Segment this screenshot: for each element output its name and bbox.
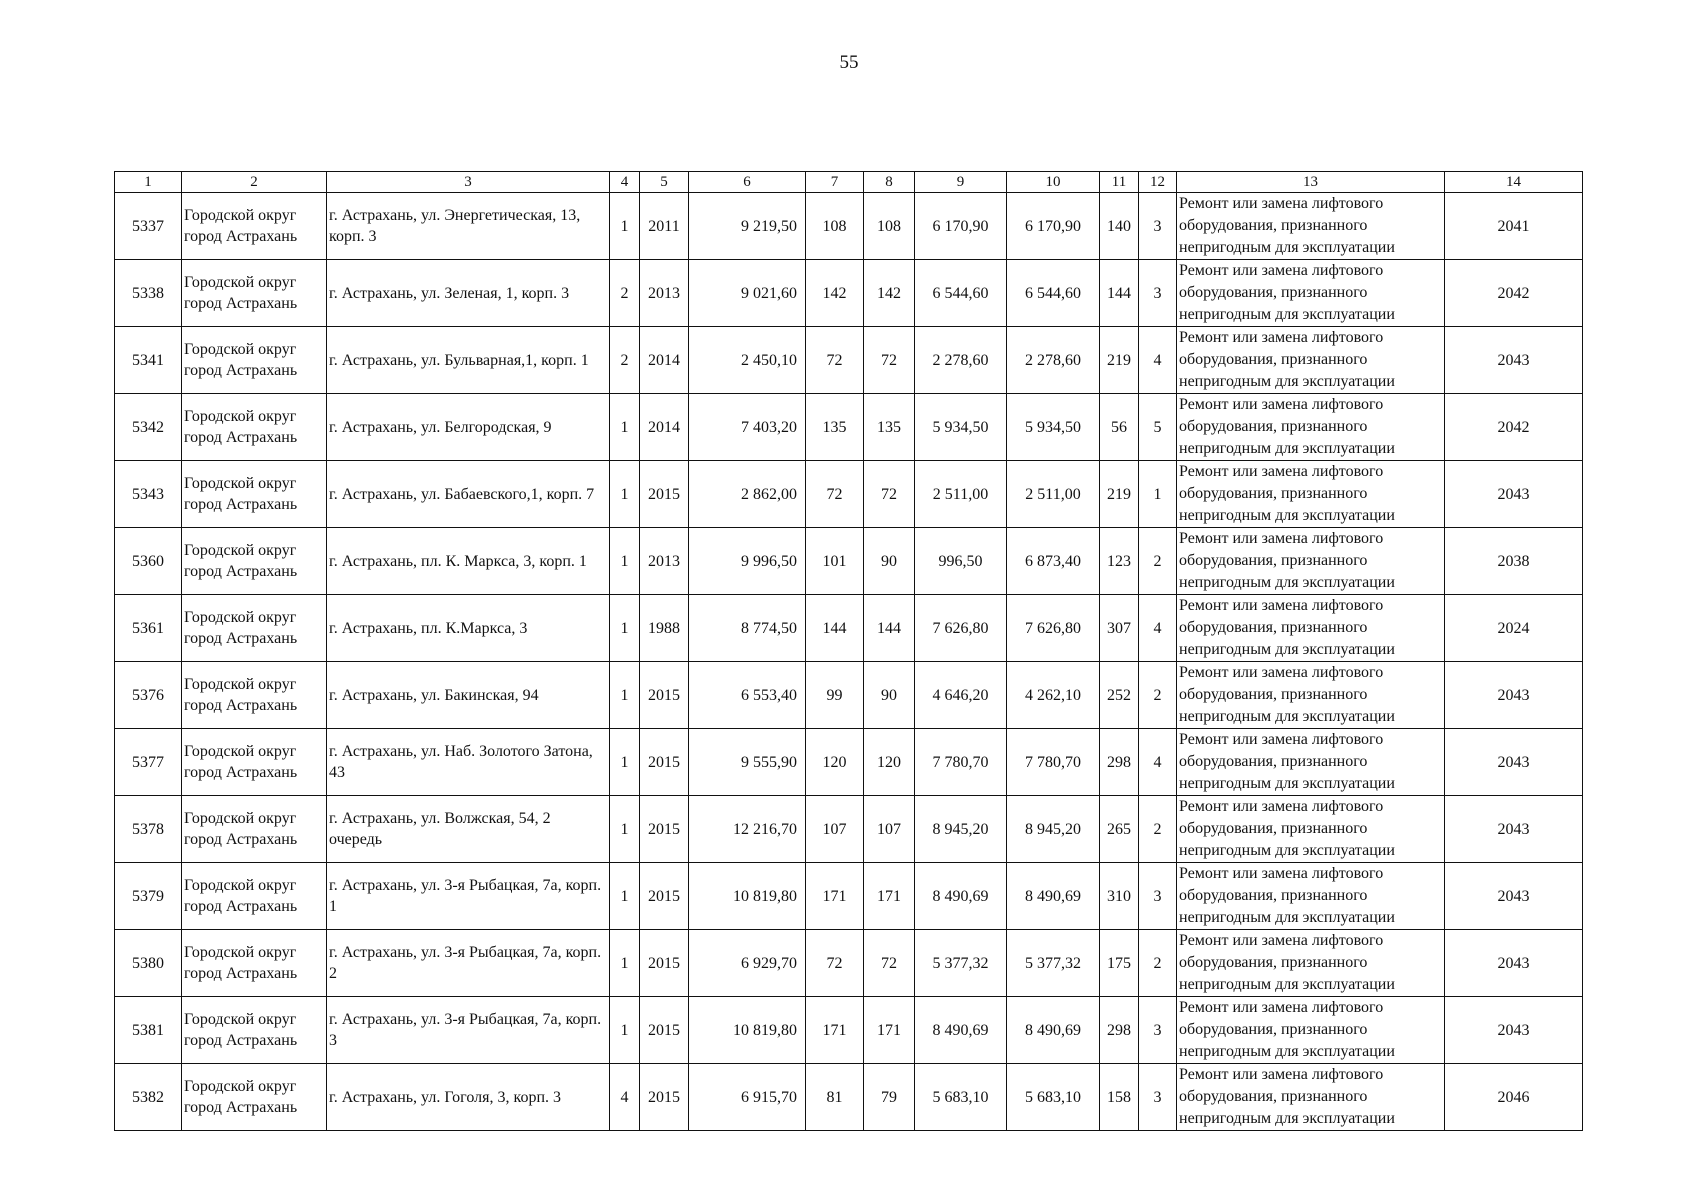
cell-address: г. Астрахань, ул. Наб. Золотого Затона, 43 — [327, 729, 610, 796]
cell-col6: 9 219,50 — [689, 193, 806, 260]
table-row — [115, 662, 1583, 729]
cell-col4: 2 — [610, 327, 640, 394]
cell-municipality: Городской округ город Астрахань — [182, 997, 327, 1064]
cell-col8: 135 — [864, 394, 915, 461]
cell-col12: 4 — [1139, 327, 1177, 394]
cell-work: Ремонт или замена лифтового оборудования, признанного непригодным для эксплуатации — [1177, 260, 1445, 327]
cell-col12: 5 — [1139, 394, 1177, 461]
cell-col9: 4 646,20 — [915, 662, 1007, 729]
cell-year: 2014 — [640, 327, 689, 394]
cell-col12: 4 — [1139, 595, 1177, 662]
cell-id: 5360 — [115, 528, 182, 595]
cell-col12: 1 — [1139, 461, 1177, 528]
cell-col7: 72 — [806, 930, 864, 997]
cell-col11: 307 — [1100, 595, 1139, 662]
cell-plan-year: 2043 — [1445, 997, 1583, 1064]
cell-municipality: Городской округ город Астрахань — [182, 595, 327, 662]
cell-address: г. Астрахань, ул. 3-я Рыбацкая, 7а, корп. 2 — [327, 930, 610, 997]
cell-address: г. Астрахань, ул. Волжская, 54, 2 очередь — [327, 796, 610, 863]
cell-col12: 2 — [1139, 796, 1177, 863]
cell-col10: 5 934,50 — [1007, 394, 1100, 461]
column-header-7: 7 — [806, 172, 864, 193]
cell-work: Ремонт или замена лифтового оборудования, признанного непригодным для эксплуатации — [1177, 997, 1445, 1064]
cell-col10: 6 170,90 — [1007, 193, 1100, 260]
cell-municipality: Городской округ город Астрахань — [182, 193, 327, 260]
cell-plan-year: 2043 — [1445, 662, 1583, 729]
cell-col9: 5 377,32 — [915, 930, 1007, 997]
cell-col10: 6 544,60 — [1007, 260, 1100, 327]
column-header-10: 10 — [1007, 172, 1100, 193]
cell-col10: 8 490,69 — [1007, 863, 1100, 930]
cell-col7: 101 — [806, 528, 864, 595]
cell-col9: 8 490,69 — [915, 997, 1007, 1064]
cell-work: Ремонт или замена лифтового оборудования, признанного непригодным для эксплуатации — [1177, 595, 1445, 662]
cell-col9: 7 780,70 — [915, 729, 1007, 796]
cell-col8: 72 — [864, 461, 915, 528]
cell-col8: 107 — [864, 796, 915, 863]
cell-col9: 5 683,10 — [915, 1064, 1007, 1131]
cell-col8: 90 — [864, 528, 915, 595]
cell-col10: 2 278,60 — [1007, 327, 1100, 394]
cell-col8: 171 — [864, 997, 915, 1064]
cell-col12: 2 — [1139, 662, 1177, 729]
cell-col11: 140 — [1100, 193, 1139, 260]
cell-address: г. Астрахань, пл. К.Маркса, 3 — [327, 595, 610, 662]
cell-col12: 3 — [1139, 193, 1177, 260]
cell-col11: 56 — [1100, 394, 1139, 461]
cell-col6: 6 929,70 — [689, 930, 806, 997]
cell-col7: 108 — [806, 193, 864, 260]
cell-id: 5342 — [115, 394, 182, 461]
cell-work: Ремонт или замена лифтового оборудования, признанного непригодным для эксплуатации — [1177, 796, 1445, 863]
cell-col10: 8 490,69 — [1007, 997, 1100, 1064]
table-row — [115, 193, 1583, 260]
cell-col8: 90 — [864, 662, 915, 729]
cell-col8: 72 — [864, 327, 915, 394]
cell-id: 5343 — [115, 461, 182, 528]
cell-col4: 1 — [610, 662, 640, 729]
cell-col10: 7 780,70 — [1007, 729, 1100, 796]
cell-col7: 99 — [806, 662, 864, 729]
cell-plan-year: 2041 — [1445, 193, 1583, 260]
column-header-14: 14 — [1445, 172, 1583, 193]
cell-year: 2015 — [640, 997, 689, 1064]
cell-col8: 108 — [864, 193, 915, 260]
cell-id: 5381 — [115, 997, 182, 1064]
cell-col6: 8 774,50 — [689, 595, 806, 662]
cell-year: 2013 — [640, 260, 689, 327]
cell-year: 2015 — [640, 930, 689, 997]
cell-id: 5380 — [115, 930, 182, 997]
cell-col8: 72 — [864, 930, 915, 997]
cell-id: 5341 — [115, 327, 182, 394]
table-row — [115, 729, 1583, 796]
cell-address: г. Астрахань, ул. Бульварная,1, корп. 1 — [327, 327, 610, 394]
cell-municipality: Городской округ город Астрахань — [182, 930, 327, 997]
cell-col4: 1 — [610, 193, 640, 260]
cell-year: 2015 — [640, 796, 689, 863]
cell-plan-year: 2042 — [1445, 394, 1583, 461]
cell-col12: 3 — [1139, 1064, 1177, 1131]
cell-col12: 3 — [1139, 260, 1177, 327]
cell-col7: 72 — [806, 327, 864, 394]
cell-col4: 4 — [610, 1064, 640, 1131]
cell-work: Ремонт или замена лифтового оборудования, признанного непригодным для эксплуатации — [1177, 1064, 1445, 1131]
cell-col6: 10 819,80 — [689, 863, 806, 930]
cell-work: Ремонт или замена лифтового оборудования, признанного непригодным для эксплуатации — [1177, 461, 1445, 528]
cell-col6: 9 555,90 — [689, 729, 806, 796]
cell-address: г. Астрахань, ул. Белгородская, 9 — [327, 394, 610, 461]
cell-col10: 6 873,40 — [1007, 528, 1100, 595]
cell-col6: 9 996,50 — [689, 528, 806, 595]
cell-col6: 9 021,60 — [689, 260, 806, 327]
cell-col12: 2 — [1139, 528, 1177, 595]
cell-year: 2015 — [640, 461, 689, 528]
cell-col7: 120 — [806, 729, 864, 796]
table-row — [115, 260, 1583, 327]
cell-col7: 171 — [806, 863, 864, 930]
cell-municipality: Городской округ город Астрахань — [182, 327, 327, 394]
cell-id: 5378 — [115, 796, 182, 863]
cell-work: Ремонт или замена лифтового оборудования, признанного непригодным для эксплуатации — [1177, 394, 1445, 461]
cell-address: г. Астрахань, ул. Бакинская, 94 — [327, 662, 610, 729]
cell-col11: 175 — [1100, 930, 1139, 997]
cell-id: 5337 — [115, 193, 182, 260]
cell-col12: 4 — [1139, 729, 1177, 796]
cell-col11: 298 — [1100, 729, 1139, 796]
cell-col9: 7 626,80 — [915, 595, 1007, 662]
cell-col7: 142 — [806, 260, 864, 327]
cell-municipality: Городской округ город Астрахань — [182, 260, 327, 327]
cell-col4: 2 — [610, 260, 640, 327]
cell-col9: 8 945,20 — [915, 796, 1007, 863]
cell-work: Ремонт или замена лифтового оборудования, признанного непригодным для эксплуатации — [1177, 528, 1445, 595]
table-row — [115, 796, 1583, 863]
cell-col4: 1 — [610, 595, 640, 662]
cell-plan-year: 2043 — [1445, 863, 1583, 930]
column-header-5: 5 — [640, 172, 689, 193]
cell-col12: 2 — [1139, 930, 1177, 997]
cell-col4: 1 — [610, 729, 640, 796]
cell-col6: 10 819,80 — [689, 997, 806, 1064]
cell-col7: 107 — [806, 796, 864, 863]
cell-col4: 1 — [610, 930, 640, 997]
cell-col4: 1 — [610, 528, 640, 595]
cell-col9: 5 934,50 — [915, 394, 1007, 461]
column-header-1: 1 — [115, 172, 182, 193]
cell-col10: 2 511,00 — [1007, 461, 1100, 528]
cell-work: Ремонт или замена лифтового оборудования, признанного непригодным для эксплуатации — [1177, 729, 1445, 796]
cell-col11: 252 — [1100, 662, 1139, 729]
cell-plan-year: 2043 — [1445, 327, 1583, 394]
cell-col9: 6 170,90 — [915, 193, 1007, 260]
cell-col9: 2 511,00 — [915, 461, 1007, 528]
cell-municipality: Городской округ город Астрахань — [182, 796, 327, 863]
cell-work: Ремонт или замена лифтового оборудования, признанного непригодным для эксплуатации — [1177, 327, 1445, 394]
cell-plan-year: 2043 — [1445, 930, 1583, 997]
cell-id: 5338 — [115, 260, 182, 327]
cell-col10: 5 683,10 — [1007, 1064, 1100, 1131]
cell-col4: 1 — [610, 863, 640, 930]
cell-col8: 171 — [864, 863, 915, 930]
cell-col11: 219 — [1100, 461, 1139, 528]
cell-address: г. Астрахань, пл. К. Маркса, 3, корп. 1 — [327, 528, 610, 595]
cell-col10: 7 626,80 — [1007, 595, 1100, 662]
cell-municipality: Городской округ город Астрахань — [182, 662, 327, 729]
cell-col10: 5 377,32 — [1007, 930, 1100, 997]
cell-year: 2015 — [640, 729, 689, 796]
cell-col10: 8 945,20 — [1007, 796, 1100, 863]
cell-col11: 158 — [1100, 1064, 1139, 1131]
column-header-3: 3 — [327, 172, 610, 193]
cell-municipality: Городской округ город Астрахань — [182, 1064, 327, 1131]
cell-plan-year: 2038 — [1445, 528, 1583, 595]
cell-year: 1988 — [640, 595, 689, 662]
cell-col11: 123 — [1100, 528, 1139, 595]
table-row — [115, 461, 1583, 528]
cell-work: Ремонт или замена лифтового оборудования, признанного непригодным для эксплуатации — [1177, 863, 1445, 930]
cell-col7: 171 — [806, 997, 864, 1064]
table-row — [115, 595, 1583, 662]
cell-col6: 2 862,00 — [689, 461, 806, 528]
table-row — [115, 863, 1583, 930]
cell-col6: 2 450,10 — [689, 327, 806, 394]
cell-work: Ремонт или замена лифтового оборудования, признанного непригодным для эксплуатации — [1177, 930, 1445, 997]
column-header-13: 13 — [1177, 172, 1445, 193]
cell-address: г. Астрахань, ул. Энергетическая, 13, корп. 3 — [327, 193, 610, 260]
table-row — [115, 997, 1583, 1064]
cell-col6: 6 553,40 — [689, 662, 806, 729]
cell-col8: 120 — [864, 729, 915, 796]
table-row — [115, 930, 1583, 997]
cell-plan-year: 2042 — [1445, 260, 1583, 327]
cell-id: 5361 — [115, 595, 182, 662]
cell-col11: 298 — [1100, 997, 1139, 1064]
cell-col7: 135 — [806, 394, 864, 461]
table-row — [115, 394, 1583, 461]
cell-municipality: Городской округ город Астрахань — [182, 729, 327, 796]
cell-year: 2014 — [640, 394, 689, 461]
cell-year: 2011 — [640, 193, 689, 260]
column-header-9: 9 — [915, 172, 1007, 193]
cell-address: г. Астрахань, ул. Бабаевского,1, корп. 7 — [327, 461, 610, 528]
cell-col4: 1 — [610, 394, 640, 461]
cell-plan-year: 2043 — [1445, 796, 1583, 863]
cell-year: 2015 — [640, 1064, 689, 1131]
cell-id: 5379 — [115, 863, 182, 930]
cell-col4: 1 — [610, 997, 640, 1064]
cell-address: г. Астрахань, ул. 3-я Рыбацкая, 7а, корп. 1 — [327, 863, 610, 930]
housing-register-table — [114, 171, 1583, 1131]
cell-col6: 7 403,20 — [689, 394, 806, 461]
cell-col9: 8 490,69 — [915, 863, 1007, 930]
column-header-6: 6 — [689, 172, 806, 193]
cell-col4: 1 — [610, 461, 640, 528]
cell-col8: 79 — [864, 1064, 915, 1131]
column-header-11: 11 — [1100, 172, 1139, 193]
column-header-8: 8 — [864, 172, 915, 193]
cell-plan-year: 2043 — [1445, 461, 1583, 528]
cell-col9: 6 544,60 — [915, 260, 1007, 327]
cell-plan-year: 2043 — [1445, 729, 1583, 796]
cell-municipality: Городской округ город Астрахань — [182, 394, 327, 461]
column-header-2: 2 — [182, 172, 327, 193]
cell-col7: 81 — [806, 1064, 864, 1131]
cell-id: 5382 — [115, 1064, 182, 1131]
cell-year: 2015 — [640, 662, 689, 729]
cell-id: 5376 — [115, 662, 182, 729]
cell-id: 5377 — [115, 729, 182, 796]
column-header-12: 12 — [1139, 172, 1177, 193]
cell-col9: 996,50 — [915, 528, 1007, 595]
table-body — [115, 172, 1583, 1131]
cell-col12: 3 — [1139, 997, 1177, 1064]
cell-col7: 72 — [806, 461, 864, 528]
cell-municipality: Городской округ город Астрахань — [182, 863, 327, 930]
cell-col9: 2 278,60 — [915, 327, 1007, 394]
cell-address: г. Астрахань, ул. Зеленая, 1, корп. 3 — [327, 260, 610, 327]
cell-col4: 1 — [610, 796, 640, 863]
table-row — [115, 1064, 1583, 1131]
cell-col6: 12 216,70 — [689, 796, 806, 863]
cell-col10: 4 262,10 — [1007, 662, 1100, 729]
cell-plan-year: 2046 — [1445, 1064, 1583, 1131]
cell-col11: 265 — [1100, 796, 1139, 863]
cell-col12: 3 — [1139, 863, 1177, 930]
cell-col8: 142 — [864, 260, 915, 327]
cell-col11: 144 — [1100, 260, 1139, 327]
cell-col11: 219 — [1100, 327, 1139, 394]
cell-address: г. Астрахань, ул. Гоголя, 3, корп. 3 — [327, 1064, 610, 1131]
column-number-header — [115, 172, 1583, 193]
cell-plan-year: 2024 — [1445, 595, 1583, 662]
cell-year: 2015 — [640, 863, 689, 930]
page-number: 55 — [839, 52, 859, 73]
cell-municipality: Городской округ город Астрахань — [182, 528, 327, 595]
cell-col11: 310 — [1100, 863, 1139, 930]
cell-municipality: Городской округ город Астрахань — [182, 461, 327, 528]
table-row — [115, 528, 1583, 595]
cell-col8: 144 — [864, 595, 915, 662]
cell-work: Ремонт или замена лифтового оборудования, признанного непригодным для эксплуатации — [1177, 662, 1445, 729]
cell-work: Ремонт или замена лифтового оборудования, признанного непригодным для эксплуатации — [1177, 193, 1445, 260]
cell-col6: 6 915,70 — [689, 1064, 806, 1131]
table-row — [115, 327, 1583, 394]
cell-year: 2013 — [640, 528, 689, 595]
cell-col7: 144 — [806, 595, 864, 662]
cell-address: г. Астрахань, ул. 3-я Рыбацкая, 7а, корп. 3 — [327, 997, 610, 1064]
column-header-4: 4 — [610, 172, 640, 193]
